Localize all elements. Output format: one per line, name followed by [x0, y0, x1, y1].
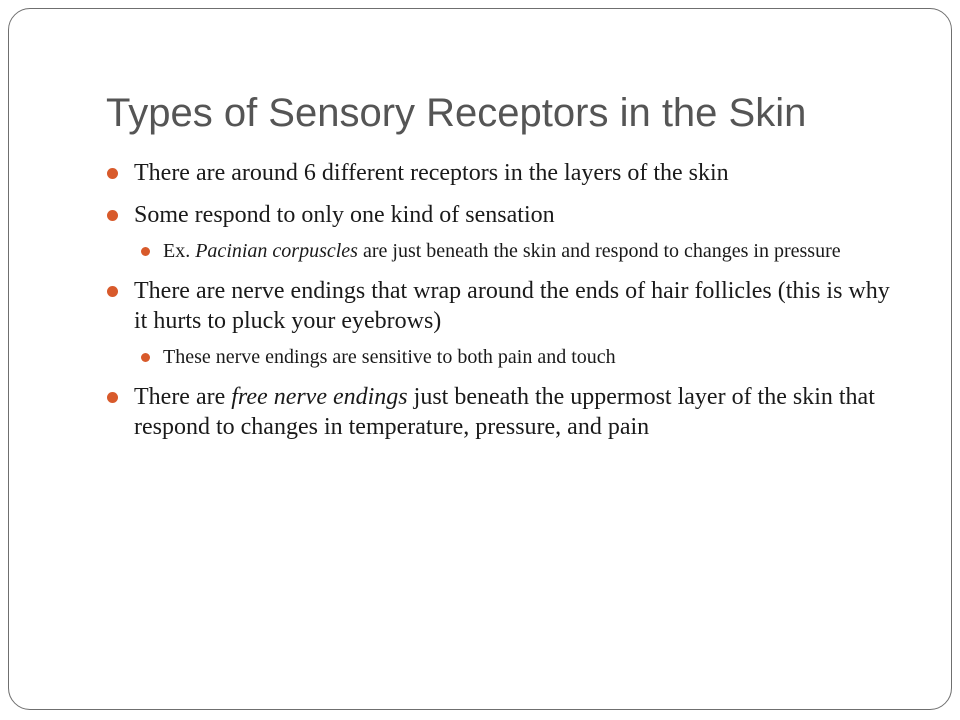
- bullet-text-emphasis: Pacinian corpuscles: [195, 240, 358, 262]
- bullet-dot-icon: [107, 210, 118, 221]
- bullet-one-sensation: [107, 200, 897, 230]
- bullet-text: These nerve endings are sensitive to both pain and touch: [163, 346, 616, 368]
- sub-bullet-pacinian: [107, 239, 897, 264]
- bullet-text: There are around 6 different receptors in the layers of the skin: [134, 160, 729, 186]
- bullet-hair-follicles: [107, 276, 897, 336]
- bullet-dot-icon: [107, 392, 118, 403]
- bullet-text: There are nerve endings that wrap around the ends of hair follicles (this is why it hurts to pluck your eyebrows): [134, 278, 890, 334]
- sub-bullet-dot-icon: [141, 247, 150, 256]
- sub-bullet-pain-touch: [107, 345, 897, 370]
- sub-bullet-dot-icon: [141, 353, 150, 362]
- bullet-text-emphasis: free nerve endings: [231, 384, 408, 410]
- bullet-text-prefix: There are: [134, 384, 232, 410]
- bullet-text-prefix: Ex.: [163, 240, 196, 262]
- bullet-text-suffix: just beneath the uppermost layer of the skin that respond to changes in temperature, pressure, and pain: [134, 384, 875, 440]
- bullet-receptors-count: [107, 158, 897, 188]
- bullet-dot-icon: [107, 286, 118, 297]
- bullet-list: [107, 158, 897, 454]
- bullet-text-suffix: are just beneath the skin and respond to changes in pressure: [357, 240, 841, 262]
- bullet-text: Some respond to only one kind of sensation: [134, 202, 555, 228]
- bullet-free-nerve-endings: [107, 382, 897, 442]
- bullet-dot-icon: [107, 168, 118, 179]
- slide-title: Types of Sensory Receptors in the Skin: [106, 91, 807, 135]
